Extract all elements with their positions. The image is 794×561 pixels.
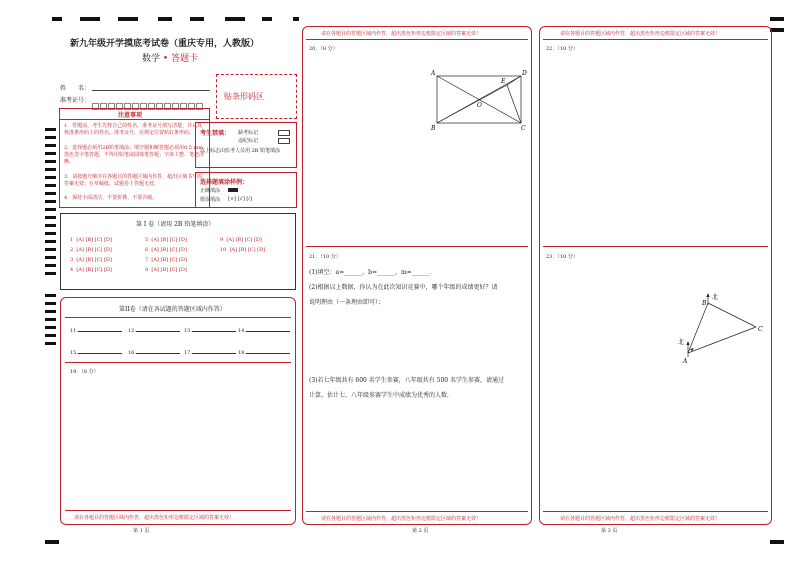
point-label-b: B [702, 300, 707, 307]
mc-row[interactable]: 3 [A] [B] [C] [D] [70, 257, 112, 263]
timing-mark [45, 184, 56, 187]
q21-part2-line1: (2)根据以上数据，你认为在此次知识竞赛中，哪个年级的成绩更好？请 [309, 284, 498, 291]
mc-row[interactable]: 1 [A] [B] [C] [D] [70, 237, 112, 243]
q21-part3-line2: 计算，估计七、八年级参赛学生中成绩为优秀的人数． [309, 392, 454, 399]
page-number: 第 2 页 [412, 528, 429, 534]
warning-text: 请在各题目的答题区域内作答，超出黑色矩形边框限定区域的答案无效！ [74, 515, 235, 521]
part2-box [60, 297, 296, 525]
timing-mark [45, 318, 56, 321]
q22-label: 22．（10 分） [546, 46, 578, 52]
point-label-c: C [521, 125, 526, 132]
timing-mark [45, 168, 56, 171]
barcode-area [216, 74, 297, 119]
timing-mark [45, 334, 56, 337]
part1-box [60, 213, 296, 290]
blank-16[interactable]: 16. [128, 350, 180, 356]
timing-mark [45, 326, 56, 329]
timing-mark [45, 302, 56, 305]
q19-answer-area[interactable] [65, 378, 291, 504]
timing-mark [45, 272, 56, 275]
fill-example-title: 选择题填涂样例： [200, 179, 249, 186]
timing-mark [770, 17, 784, 21]
correct-fill-label: 正确填涂 [200, 188, 221, 194]
timing-mark [45, 208, 56, 211]
timing-mark [45, 256, 56, 259]
note-item: 4．保持卡面清洁，不要折叠、不要弄破。 [64, 195, 158, 201]
warning-text: 请在各题目的答题区域内作答，超出黑色矩形边框限定区域的答案无效！ [321, 31, 482, 37]
timing-mark [45, 310, 56, 313]
timing-mark [45, 128, 56, 131]
mc-row[interactable]: 7 [A] [B] [C] [D] [145, 257, 187, 263]
timing-mark [45, 152, 56, 155]
q21-part2-line2: 说明理由（一条理由即可）； [309, 299, 385, 306]
blank-13[interactable]: 13. [184, 328, 236, 334]
fill-example-box [195, 172, 297, 208]
mc-row[interactable]: 5 [A] [B] [C] [D] [145, 237, 187, 243]
mc-row[interactable]: 4 [A] [B] [C] [D] [70, 267, 112, 273]
violation-checkbox[interactable] [278, 138, 290, 144]
violation-label: 违纪标记 [238, 138, 259, 144]
timing-mark [45, 200, 56, 203]
correct-fill-sample [228, 188, 238, 192]
exam-title: 新九年级开学摸底考试卷（重庆专用，人教版） [70, 39, 260, 49]
blank-15[interactable]: 15. [70, 350, 122, 356]
timing-mark [262, 17, 272, 21]
mc-row[interactable]: 9 [A] [B] [C] [D] [220, 237, 262, 243]
subject-label: 数学 [142, 54, 161, 64]
q21-part1: (1)填空：a=______，b=______，m=______． [309, 269, 436, 276]
wrong-fill-samples: [×] [√] [/] [228, 196, 252, 202]
point-label-b: B [431, 125, 436, 132]
timing-mark [45, 248, 56, 251]
timing-mark [45, 240, 56, 243]
blank-14[interactable]: 14. [238, 328, 290, 334]
timing-mark [52, 17, 62, 21]
q21-part3-line1: (3)若七年级共有 600 名学生参赛，八年级共有 500 名学生参赛，请通过 [309, 377, 505, 384]
absence-box [195, 122, 297, 168]
page-number: 第 1 页 [133, 528, 150, 534]
blank-17[interactable]: 17. [184, 350, 236, 356]
absence-note: 以上标志由监考人员用 2B 铅笔填涂 [200, 148, 281, 154]
timing-mark [45, 342, 56, 345]
notes-title: 注意事项 [118, 112, 143, 119]
q19-label: 19．（8 分） [70, 369, 99, 375]
timing-mark [190, 17, 204, 21]
blank-11[interactable]: 11. [70, 328, 122, 334]
q20-figure [427, 67, 531, 135]
note-item: 1．答题前，考生先将自己的姓名，准考证号填写清楚，并认真核准条形码上的姓名、准考证号，在规定位置贴好条形码。 [64, 123, 203, 136]
timing-mark [45, 294, 56, 297]
timing-mark [45, 160, 56, 163]
q23-label: 23．（10 分） [546, 254, 578, 260]
timing-mark [225, 17, 245, 21]
warning-text: 请在各题目的答题区域内作答，超出黑色矩形边框限定区域的答案无效！ [321, 516, 482, 522]
id-field[interactable] [92, 95, 204, 103]
mc-row[interactable]: 10 [A] [B] [C] [D] [220, 247, 266, 253]
wrong-fill-label: 错误填涂 [200, 197, 221, 203]
timing-mark [118, 17, 138, 21]
q23-figure [648, 291, 766, 371]
missing-label: 缺考标记 [238, 130, 259, 136]
timing-mark [770, 28, 784, 32]
timing-mark [45, 232, 56, 235]
timing-mark [45, 176, 56, 179]
timing-mark [770, 540, 784, 544]
subtitle-dot: • [162, 54, 169, 64]
note-item: 2．选择题必须用2B铅笔填涂；填空题和解答题必须用0.5 mm黑色签字笔答题，不得用铅笔或圆珠笔答题；字体工整、笔迹清晰。 [64, 145, 205, 165]
barcode-label: 贴条形码区 [224, 92, 264, 101]
timing-mark [293, 17, 299, 21]
q21-label: 21．（10 分） [309, 254, 341, 260]
timing-mark [45, 136, 56, 139]
timing-mark [45, 264, 56, 267]
point-label-a: A [431, 70, 436, 77]
note-item: 3．请按题号顺序在各题目的答题区域内作答，超出区域书写的答案无效；在草稿纸、试题卷上答题无效。 [64, 174, 203, 187]
blank-12[interactable]: 12. [128, 328, 180, 334]
timing-mark [45, 192, 56, 195]
notes-box [59, 108, 210, 208]
mc-row[interactable]: 2 [A] [B] [C] [D] [70, 247, 112, 253]
name-field[interactable] [92, 90, 210, 91]
blank-18[interactable]: 18. [238, 350, 290, 356]
mc-row[interactable]: 8 [A] [B] [C] [D] [145, 267, 187, 273]
part2-title: 第II卷（请在各试题的答题区域内作答） [119, 306, 226, 313]
page3-frame [539, 26, 772, 525]
name-label: 姓 名： [60, 85, 91, 92]
timing-mark [45, 216, 56, 219]
timing-mark [45, 540, 59, 544]
exam-subtitle [142, 51, 198, 64]
point-label-d: D [522, 70, 527, 77]
page2-frame [302, 26, 532, 525]
point-label-e: E [501, 78, 506, 85]
north-label: 北 [678, 339, 685, 346]
part1-title: 第 I 卷（请用 2B 铅笔填涂） [136, 221, 215, 228]
timing-mark [45, 224, 56, 227]
page-number: 第 3 页 [601, 528, 618, 534]
absence-label: 考生禁填： [200, 130, 231, 137]
timing-mark [80, 17, 100, 21]
answer-card-label: 答题卡 [171, 54, 199, 64]
timing-mark [45, 144, 56, 147]
north-label: 北 [712, 294, 719, 301]
timing-mark [158, 17, 172, 21]
point-label-c: C [758, 326, 763, 333]
missing-checkbox[interactable] [278, 130, 290, 136]
id-label: 准考证号： [60, 97, 91, 104]
q20-label: 20．（8 分） [309, 46, 338, 52]
warning-text: 请在各题目的答题区域内作答，超出黑色矩形边框限定区域的答案无效！ [560, 516, 721, 522]
warning-text: 请在各题目的答题区域内作答，超出黑色矩形边框限定区域的答案无效！ [560, 31, 721, 37]
point-label-a: A [683, 358, 688, 365]
mc-row[interactable]: 6 [A] [B] [C] [D] [145, 247, 187, 253]
point-label-o: O [477, 102, 482, 109]
